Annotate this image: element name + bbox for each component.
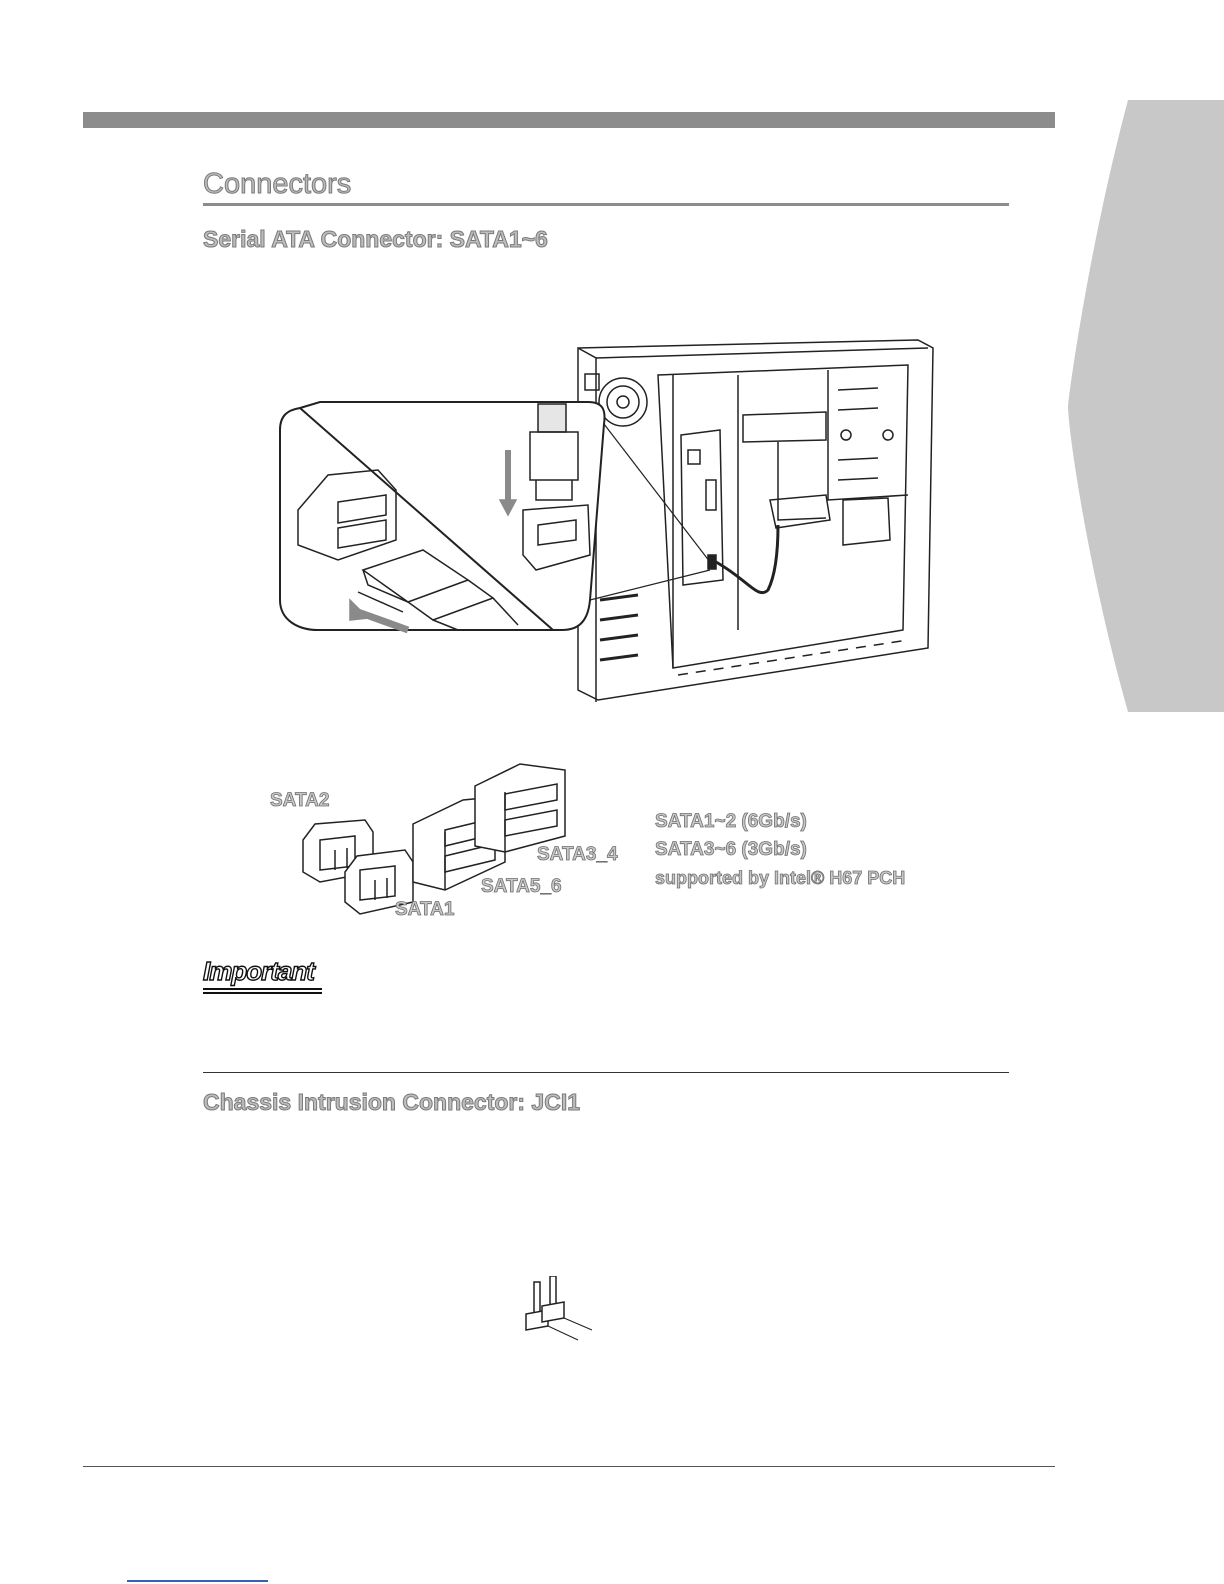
jci1-pin-illustration [520,1276,600,1346]
footer-link-underline[interactable] [127,1580,268,1582]
footer-rule [83,1466,1055,1467]
section-title-underline [203,203,1009,206]
chapter-side-tab [1068,100,1224,712]
sata-heading: Serial ATA Connector: SATA1~6 [203,226,548,252]
sata-spec-line2: SATA3~6 (3Gb/s) [655,839,807,860]
sata-ports-diagram [295,762,580,922]
sata1-label: SATA1 [395,899,455,920]
sata-spec-line3: supported by Intel® H67 PCH [655,868,906,888]
sata2-label: SATA2 [270,790,330,811]
sata-installation-illustration [278,330,938,702]
header-bar [83,112,1055,128]
section-title: Connectors [203,168,352,200]
sata3-4-label: SATA3_4 [537,844,618,865]
sata-spec-line1: SATA1~2 (6Gb/s) [655,811,807,832]
important-label: Important [203,956,314,986]
sata5-6-label: SATA5_6 [481,876,562,897]
section-divider [203,1072,1009,1073]
important-underline [203,988,322,996]
jci-heading: Chassis Intrusion Connector: JCI1 [203,1089,581,1115]
